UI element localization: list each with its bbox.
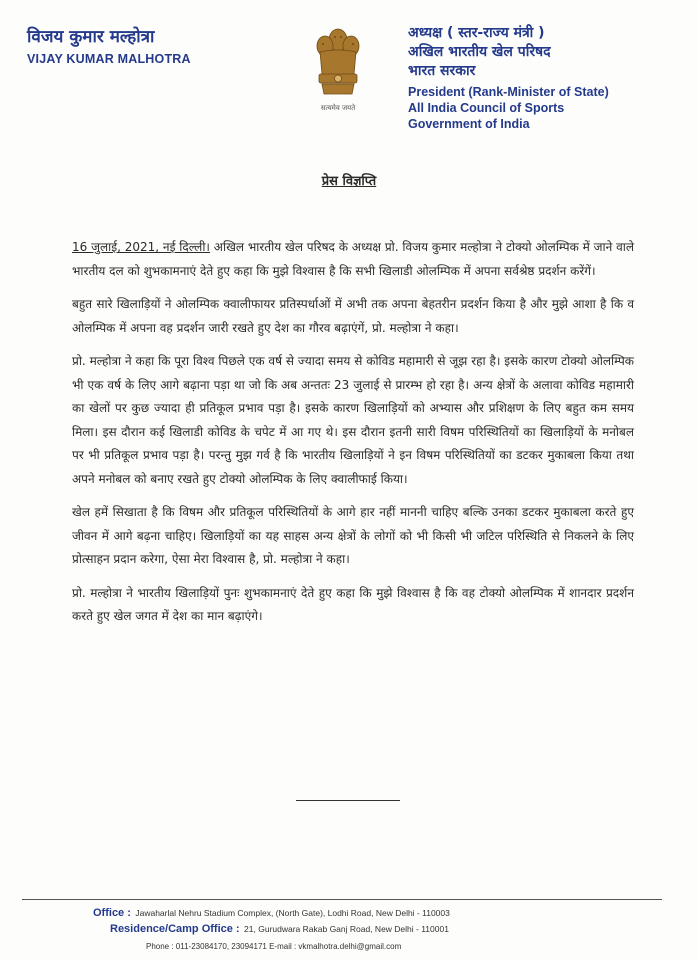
designation-english-3: Government of India: [408, 117, 530, 131]
contact-line: [146, 936, 401, 954]
office-value: Jawaharlal Nehru Stadium Complex, (North Gate), Lodhi Road, New Delhi - 110003: [135, 908, 450, 918]
document-title: [0, 170, 698, 189]
national-emblem: [310, 22, 366, 122]
residence-label: Residence/Camp Office :: [110, 923, 240, 935]
press-release-body: [72, 236, 634, 639]
paragraph-2: बहुत सारे खिलाड़ियों ने ओलम्पिक क्वालीफायर प्रतिस्पर्धाओं में अभी तक अपना बेहतरीन प्रदर्शन किया है और मुझे आशा है कि व ओलम्पिक में अपना वह प्रदर्शन जारी रखते हुए देश का गौरव बढ़ाएंगें, प्रो. मल्होत्रा ने कहा।: [72, 297, 634, 335]
designation-english-1: President (Rank-Minister of State): [408, 85, 609, 99]
paragraph-3: प्रो. मल्होत्रा ने कहा कि पूरा विश्व पिछले एक वर्ष से ज्यादा समय से कोविड महामारी से जूझ रहा है। इसके कारण टोक्यो ओलम्पिक भी एक वर्ष के लिए आगे बढ़ाना पड़ा था जो कि अब अन्ततः 23 जुलाई से प्रारम्भ हो रहा है। अन्य क्षेत्रों के अलावा कोविड महामारी का खेलों पर कुछ ज्यादा ही प्रतिकूल प्रभाव पड़ा है। इसके कारण खिलाड़ियों को अभ्यास और प्रशिक्षण के लिए बहुत कम समय मिला। इस दौरान कई खिलाडी कोविड के चपेट में आ गए थे। इस दौरान इतनी सारी विषम परिस्थितियों का खिलाड़ियों के मनोबल पर भी प्रतिकूल प्रभाव पड़ा है। परन्तु मुझ गर्व है कि भारतीय खिलाड़ियों ने इन विषम परिस्थितियों का डटकर मुकाबला किया तथा अपने मनोबल को बनाए रखते हुए टोक्यो ओलम्पिक के लिए क्वालीफाई किया।: [72, 354, 634, 486]
residence-address: [110, 919, 449, 937]
office-label: Office :: [93, 907, 131, 919]
paragraph-5: प्रो. मल्होत्रा ने भारतीय खिलाड़ियों पुनः शुभकामनाएं देते हुए कहा कि मुझे विश्वास है कि वह टोक्यो ओलम्पिक में शानदार प्रदर्शन करते हुए खेल जगत में देश का मान बढ़ाएंगे।: [72, 585, 634, 623]
residence-value: 21, Gurudwara Rakab Ganj Road, New Delhi - 110001: [244, 924, 449, 934]
name-hindi: विजय कुमार मल्होत्रा: [27, 27, 155, 47]
footer-divider: [22, 899, 662, 900]
emblem-motto: सत्यमेव जयते: [320, 104, 356, 112]
designation-hindi-3: भारत सरकार: [408, 63, 476, 79]
lion-capital-icon: [310, 22, 366, 104]
name-english: VIJAY KUMAR MALHOTRA: [27, 52, 191, 66]
phone-email: Phone : 011-23084170, 23094171 E-mail : vkmalhotra.delhi@gmail.com: [146, 942, 402, 951]
press-release-title: प्रेस विज्ञप्ति: [321, 174, 377, 189]
designation-hindi-1: अध्यक्ष ( स्तर-राज्य मंत्री ): [408, 25, 545, 41]
paragraph-1: [72, 236, 634, 283]
letterhead-name: [27, 26, 191, 66]
end-rule: [296, 800, 400, 801]
designation-english-2: All India Council of Sports: [408, 101, 565, 115]
designation-hindi-2: अखिल भारतीय खेल परिषद: [408, 44, 551, 60]
dateline: 16 जुलाई, 2021, नई दिल्ली।: [72, 240, 210, 254]
letterhead-designation: [408, 24, 693, 132]
paragraph-4: खेल हमें सिखाता है कि विषम और प्रतिकूल परिस्थितियों के आगे हार नहीं माननी चाहिए बल्कि उनका डटकर मुकाबला करते हुए जीवन में आगे बढ़ना चाहिए। खिलाड़ियों का यह साहस अन्य क्षेत्रों के लोगों को भी किसी भी जटिल परिस्थिति से निकलने के लिए प्रोत्साहन प्रदान करेगा, ऐसा मेरा विश्वास है, प्रो. मल्होत्रा ने कहा।: [72, 505, 634, 566]
paragraph-1-text: अखिल भारतीय खेल परिषद के अध्यक्ष प्रो. विजय कुमार मल्होत्रा ने टोक्यो ओलम्पिक में जाने वाले भारतीय दल को शुभकामनाएं देते हुए कहा कि मुझे विश्वास है कि सभी खिलाडी ओलम्पिक में अपना सर्वश्रेष्ठ प्रदर्शन करेंगें।: [72, 240, 634, 278]
